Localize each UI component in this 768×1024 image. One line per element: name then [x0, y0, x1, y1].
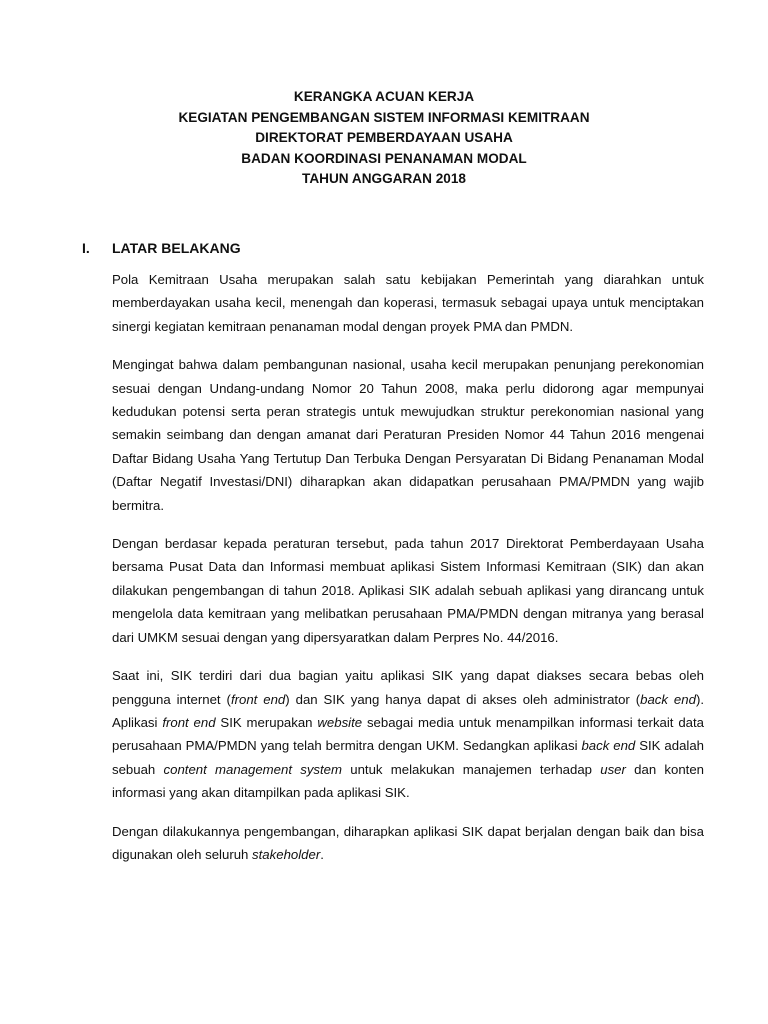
text-run: SIK adalah sebuah: [112, 738, 705, 777]
italic-term: back end: [581, 738, 636, 754]
text-run: sebagai media untuk menampilkan informasi terkait data perusahaan PMA/PMDN yang telah bermitra dengan UKM. Sedangkan aplikasi: [112, 714, 704, 754]
text-run: Saat ini, SIK terdiri dari dua bagian yaitu aplikasi SIK yang dapat diakses secara bebas oleh pengguna internet (: [112, 668, 704, 707]
text-run: .: [320, 846, 324, 862]
text-run: ). Aplikasi: [112, 691, 705, 730]
text-run: ) dan SIK yang hanya dapat di akses oleh administrator (: [285, 691, 641, 707]
title-line: TAHUN ANGGARAN 2018: [302, 171, 466, 186]
title-line: DIREKTORAT PEMBERDAYAAN USAHA: [255, 130, 513, 145]
paragraph: Dengan berdasar kepada peraturan tersebut, pada tahun 2017 Direktorat Pemberdayaan Usaha bersama Pusat Data dan Informasi membuat aplikasi Sistem Informasi Kemitraan (SIK) dan akan dilakukan pengembangan di tahun 2018. Aplikasi SIK adalah sebuah aplikasi yang dirancang untuk mengelola data kemitraan yang melibatkan perusahaan PMA/PMDN dengan mitranya yang berasal dari UMKM sesuai dengan yang dipersyaratkan dalam Perpres No. 44/2016.: [112, 536, 704, 645]
italic-term: front end: [230, 691, 286, 707]
italic-term: front end: [162, 714, 216, 730]
text-run: Dengan dilakukannya pengembangan, diharapkan aplikasi SIK dapat berjalan dengan baik dan bisa digunakan oleh seluruh: [112, 823, 704, 862]
italic-term: content management system: [163, 761, 343, 777]
italic-term: back end: [640, 691, 696, 707]
section-title: LATAR BELAKANG: [112, 240, 241, 256]
title-line: KERANGKA ACUAN KERJA: [293, 89, 475, 104]
paragraph: Pola Kemitraan Usaha merupakan salah satu kebijakan Pemerintah yang diarahkan untuk memberdayakan usaha kecil, menengah dan koperasi, termasuk sebagai upaya untuk menciptakan sinergi kegiatan kemitraan penanaman modal dengan proyek PMA dan PMDN.: [112, 272, 704, 334]
text-run: SIK merupakan: [215, 714, 318, 730]
text-run: untuk melakukan manajemen terhadap: [342, 761, 601, 777]
italic-term: user: [600, 761, 626, 777]
text-run: dan konten informasi yang akan ditampilkan pada aplikasi SIK.: [112, 761, 704, 801]
section-number: I.: [82, 240, 90, 256]
section-body: [112, 268, 704, 881]
title-line: KEGIATAN PENGEMBANGAN SISTEM INFORMASI KEMITRAAN: [178, 109, 590, 125]
italic-term: website: [317, 714, 363, 730]
paragraph: [112, 820, 704, 867]
title-line: BADAN KOORDINASI PENANAMAN MODAL: [241, 150, 527, 166]
italic-term: stakeholder: [252, 846, 321, 862]
paragraph: Mengingat bahwa dalam pembangunan nasional, usaha kecil merupakan penunjang perekonomian sesuai dengan Undang-undang Nomor 20 Tahun 2008, maka perlu didorong agar mempunyai kedudukan potensi serta peran strategis untuk mewujudkan struktur perekonomian nasional yang semakin seimbang dan dengan amanat dari Peraturan Presiden Nomor 44 Tahun 2016 mengenai Daftar Bidang Usaha Yang Tertutup Dan Terbuka Dengan Persyaratan Di Bidang Penanaman Modal (Daftar Negatif Investasi/DNI) diharapkan akan didapatkan perusahaan PMA/PMDN yang wajib bermitra.: [112, 357, 704, 513]
document-title: [0, 87, 768, 190]
paragraph: [112, 664, 704, 804]
